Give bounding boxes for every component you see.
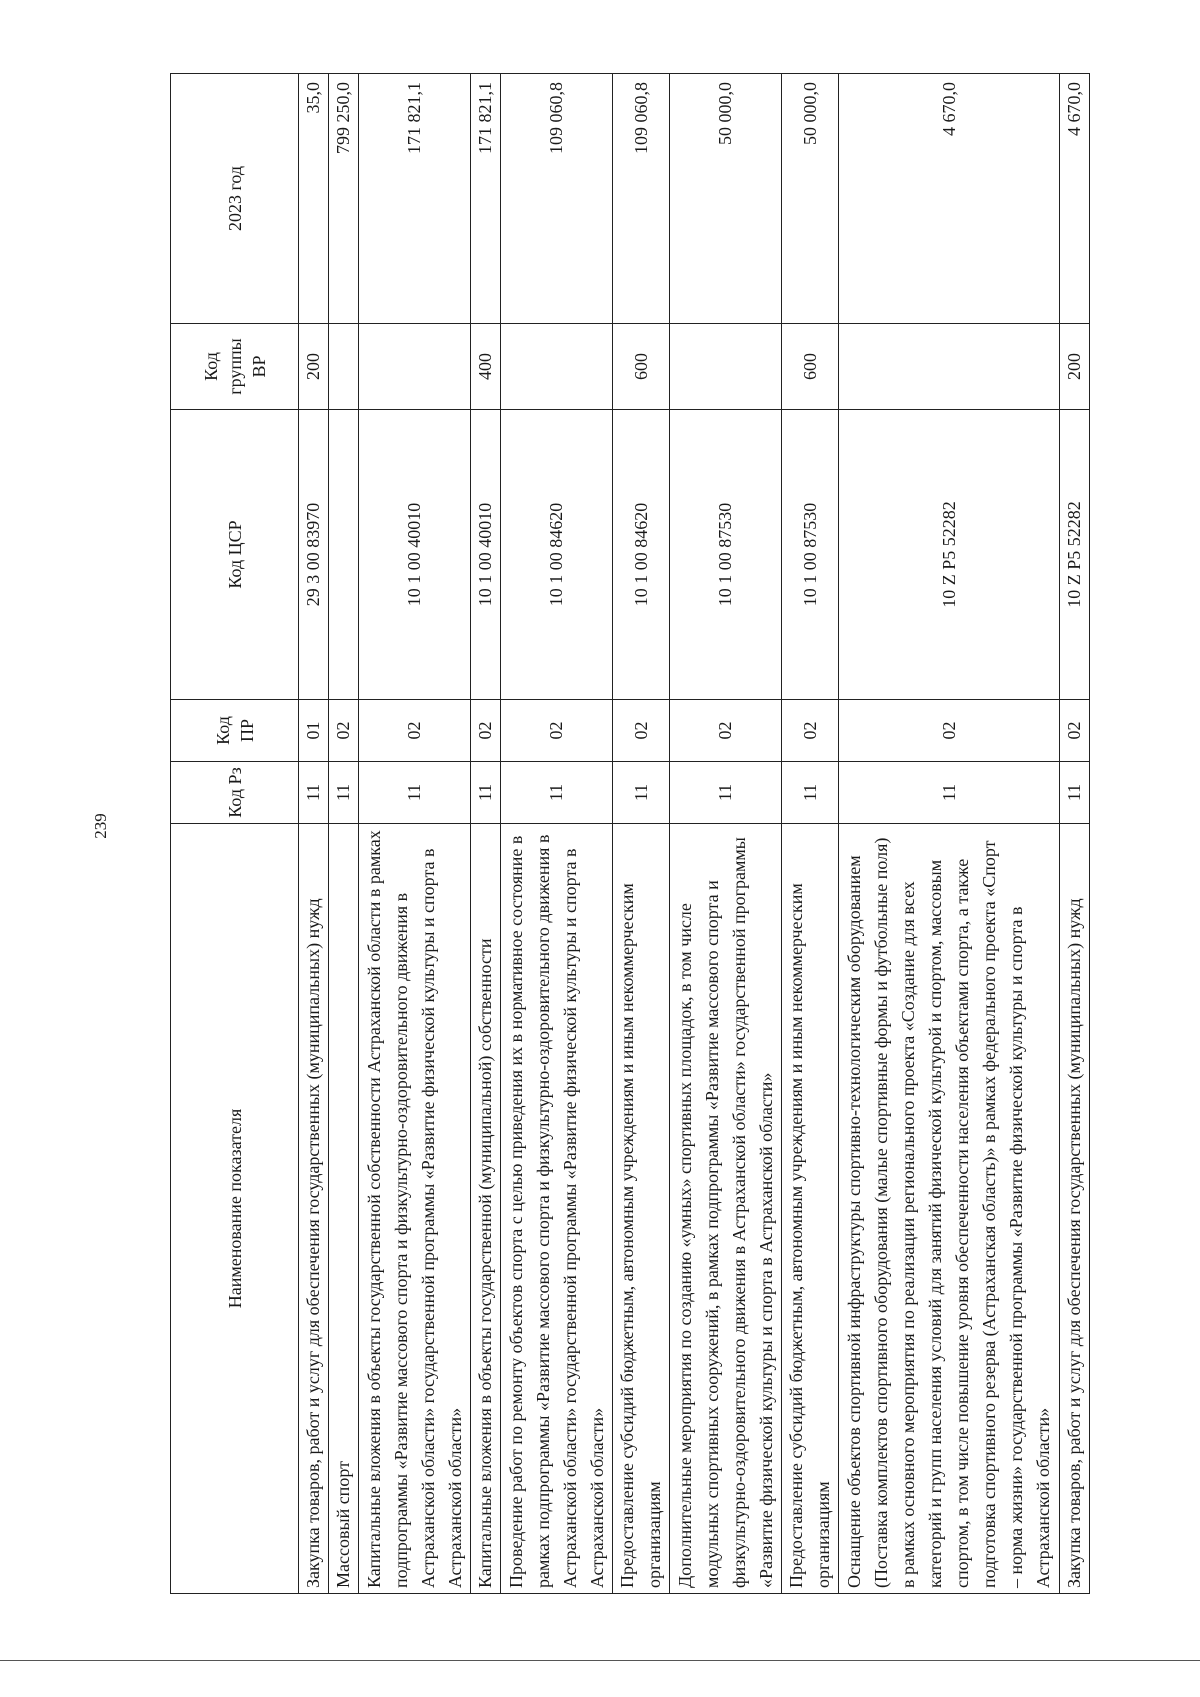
row-pr: 02	[839, 700, 1059, 762]
row-name: Предоставление субсидий бюджетным, автономным учреждениям и иным некоммерческим организациям	[782, 824, 839, 1594]
header-vr: Код группы ВР	[171, 324, 299, 410]
table-row	[501, 74, 613, 1594]
table-row	[670, 74, 782, 1594]
row-rz: 11	[329, 762, 359, 824]
header-name: Наименование показателя	[171, 824, 299, 1594]
table-row	[299, 74, 329, 1594]
row-vr: 200	[1059, 324, 1089, 410]
row-vr	[329, 324, 359, 410]
header-csr: Код ЦСР	[171, 410, 299, 700]
row-csr: 10 1 00 84620	[501, 410, 613, 700]
row-csr: 10 Z P5 52282	[1059, 410, 1089, 700]
row-name: Закупка товаров, работ и услуг для обеспечения государственных (муниципальных) нужд	[1059, 824, 1089, 1594]
row-name: Дополнительные мероприятия по созданию «умных» спортивных площадок, в том числе модульных спортивных сооружений, в рамках подпрограммы «Развитие массового спорта и физкультурно-оздоровительного движения в Астраханской области» государственной программы «Развитие физической культуры и спорта в Астраханской области»	[670, 824, 782, 1594]
row-sum: 4 670,0	[1059, 74, 1089, 324]
row-pr: 02	[1059, 700, 1089, 762]
row-rz: 11	[501, 762, 613, 824]
row-name: Проведение работ по ремонту объектов спорта с целью приведения их в нормативное состояние в рамках подпрограммы «Развитие массового спорта и физкультурно-оздоровительного движения в Астраханской области» государственной программы «Развитие физической культуры и спорта в Астраханской области»	[501, 824, 613, 1594]
row-rz: 11	[471, 762, 501, 824]
header-pr: Код ПР	[171, 700, 299, 762]
row-csr: 10 1 00 87530	[670, 410, 782, 700]
row-vr: 600	[612, 324, 669, 410]
row-rz: 11	[359, 762, 471, 824]
row-rz: 11	[782, 762, 839, 824]
row-name: Капитальные вложения в объекты государственной (муниципальной) собственности	[471, 824, 501, 1594]
table-row	[612, 74, 669, 1594]
row-pr: 02	[612, 700, 669, 762]
header-rz: Код Рз	[171, 762, 299, 824]
row-vr	[359, 324, 471, 410]
row-csr: 29 3 00 83970	[299, 410, 329, 700]
row-vr	[670, 324, 782, 410]
row-csr: 10 Z P5 52282	[839, 410, 1059, 700]
table-row	[329, 74, 359, 1594]
row-vr	[839, 324, 1059, 410]
table-row	[471, 74, 501, 1594]
row-vr: 400	[471, 324, 501, 410]
row-name: Капитальные вложения в объекты государственной собственности Астраханской области в рамках подпрограммы «Развитие массового спорта и физкультурно-оздоровительного движения в Астраханской области» государственной программы «Развитие физической культуры и спорта в Астраханской области»	[359, 824, 471, 1594]
row-rz: 11	[612, 762, 669, 824]
row-csr: 10 1 00 84620	[612, 410, 669, 700]
row-name: Массовый спорт	[329, 824, 359, 1594]
row-sum: 109 060,8	[612, 74, 669, 324]
row-rz: 11	[839, 762, 1059, 824]
row-sum: 171 821,1	[471, 74, 501, 324]
row-sum: 171 821,1	[359, 74, 471, 324]
row-vr	[501, 324, 613, 410]
row-pr: 02	[329, 700, 359, 762]
row-vr: 200	[299, 324, 329, 410]
row-csr: 10 1 00 87530	[782, 410, 839, 700]
table-header-row	[171, 74, 299, 1594]
table-row	[1059, 74, 1089, 1594]
row-pr: 02	[501, 700, 613, 762]
row-sum: 50 000,0	[782, 74, 839, 324]
row-csr: 10 1 00 40010	[471, 410, 501, 700]
row-pr: 01	[299, 700, 329, 762]
bottom-rule	[0, 1660, 1200, 1661]
row-csr	[329, 410, 359, 700]
header-year: 2023 год	[171, 74, 299, 324]
row-pr: 02	[359, 700, 471, 762]
row-sum: 4 670,0	[839, 74, 1059, 324]
budget-table	[170, 73, 1090, 1594]
row-rz: 11	[299, 762, 329, 824]
row-name: Предоставление субсидий бюджетным, автономным учреждениям и иным некоммерческим организациям	[612, 824, 669, 1594]
budget-table-wrapper	[170, 74, 1090, 1594]
row-vr: 600	[782, 324, 839, 410]
row-name: Закупка товаров, работ и услуг для обеспечения государственных (муниципальных) нужд	[299, 824, 329, 1594]
row-sum: 50 000,0	[670, 74, 782, 324]
table-row	[839, 74, 1059, 1594]
row-sum: 799 250,0	[329, 74, 359, 324]
row-pr: 02	[471, 700, 501, 762]
page-number: 239	[90, 813, 110, 839]
row-sum: 35,0	[299, 74, 329, 324]
row-rz: 11	[1059, 762, 1089, 824]
table-row	[359, 74, 471, 1594]
row-csr: 10 1 00 40010	[359, 410, 471, 700]
row-rz: 11	[670, 762, 782, 824]
table-row	[782, 74, 839, 1594]
row-pr: 02	[670, 700, 782, 762]
row-sum: 109 060,8	[501, 74, 613, 324]
row-name: Оснащение объектов спортивной инфраструктуры спортивно-технологическим оборудованием (Поставка комплектов спортивного оборудования (малые спортивные формы и футбольные поля) в рамках основного мероприятия по реализации регионального проекта «Создание для всех категорий и групп населения условий для занятий физической культурой и спортом, массовым спортом, в том числе повышение уровня обеспеченности населения объектами спорта, а также подготовка спортивного резерва (Астраханская область)» в рамках федерального проекта «Спорт – норма жизни» государственной программы «Развитие физической культуры и спорта в Астраханской области»	[839, 824, 1059, 1594]
row-pr: 02	[782, 700, 839, 762]
